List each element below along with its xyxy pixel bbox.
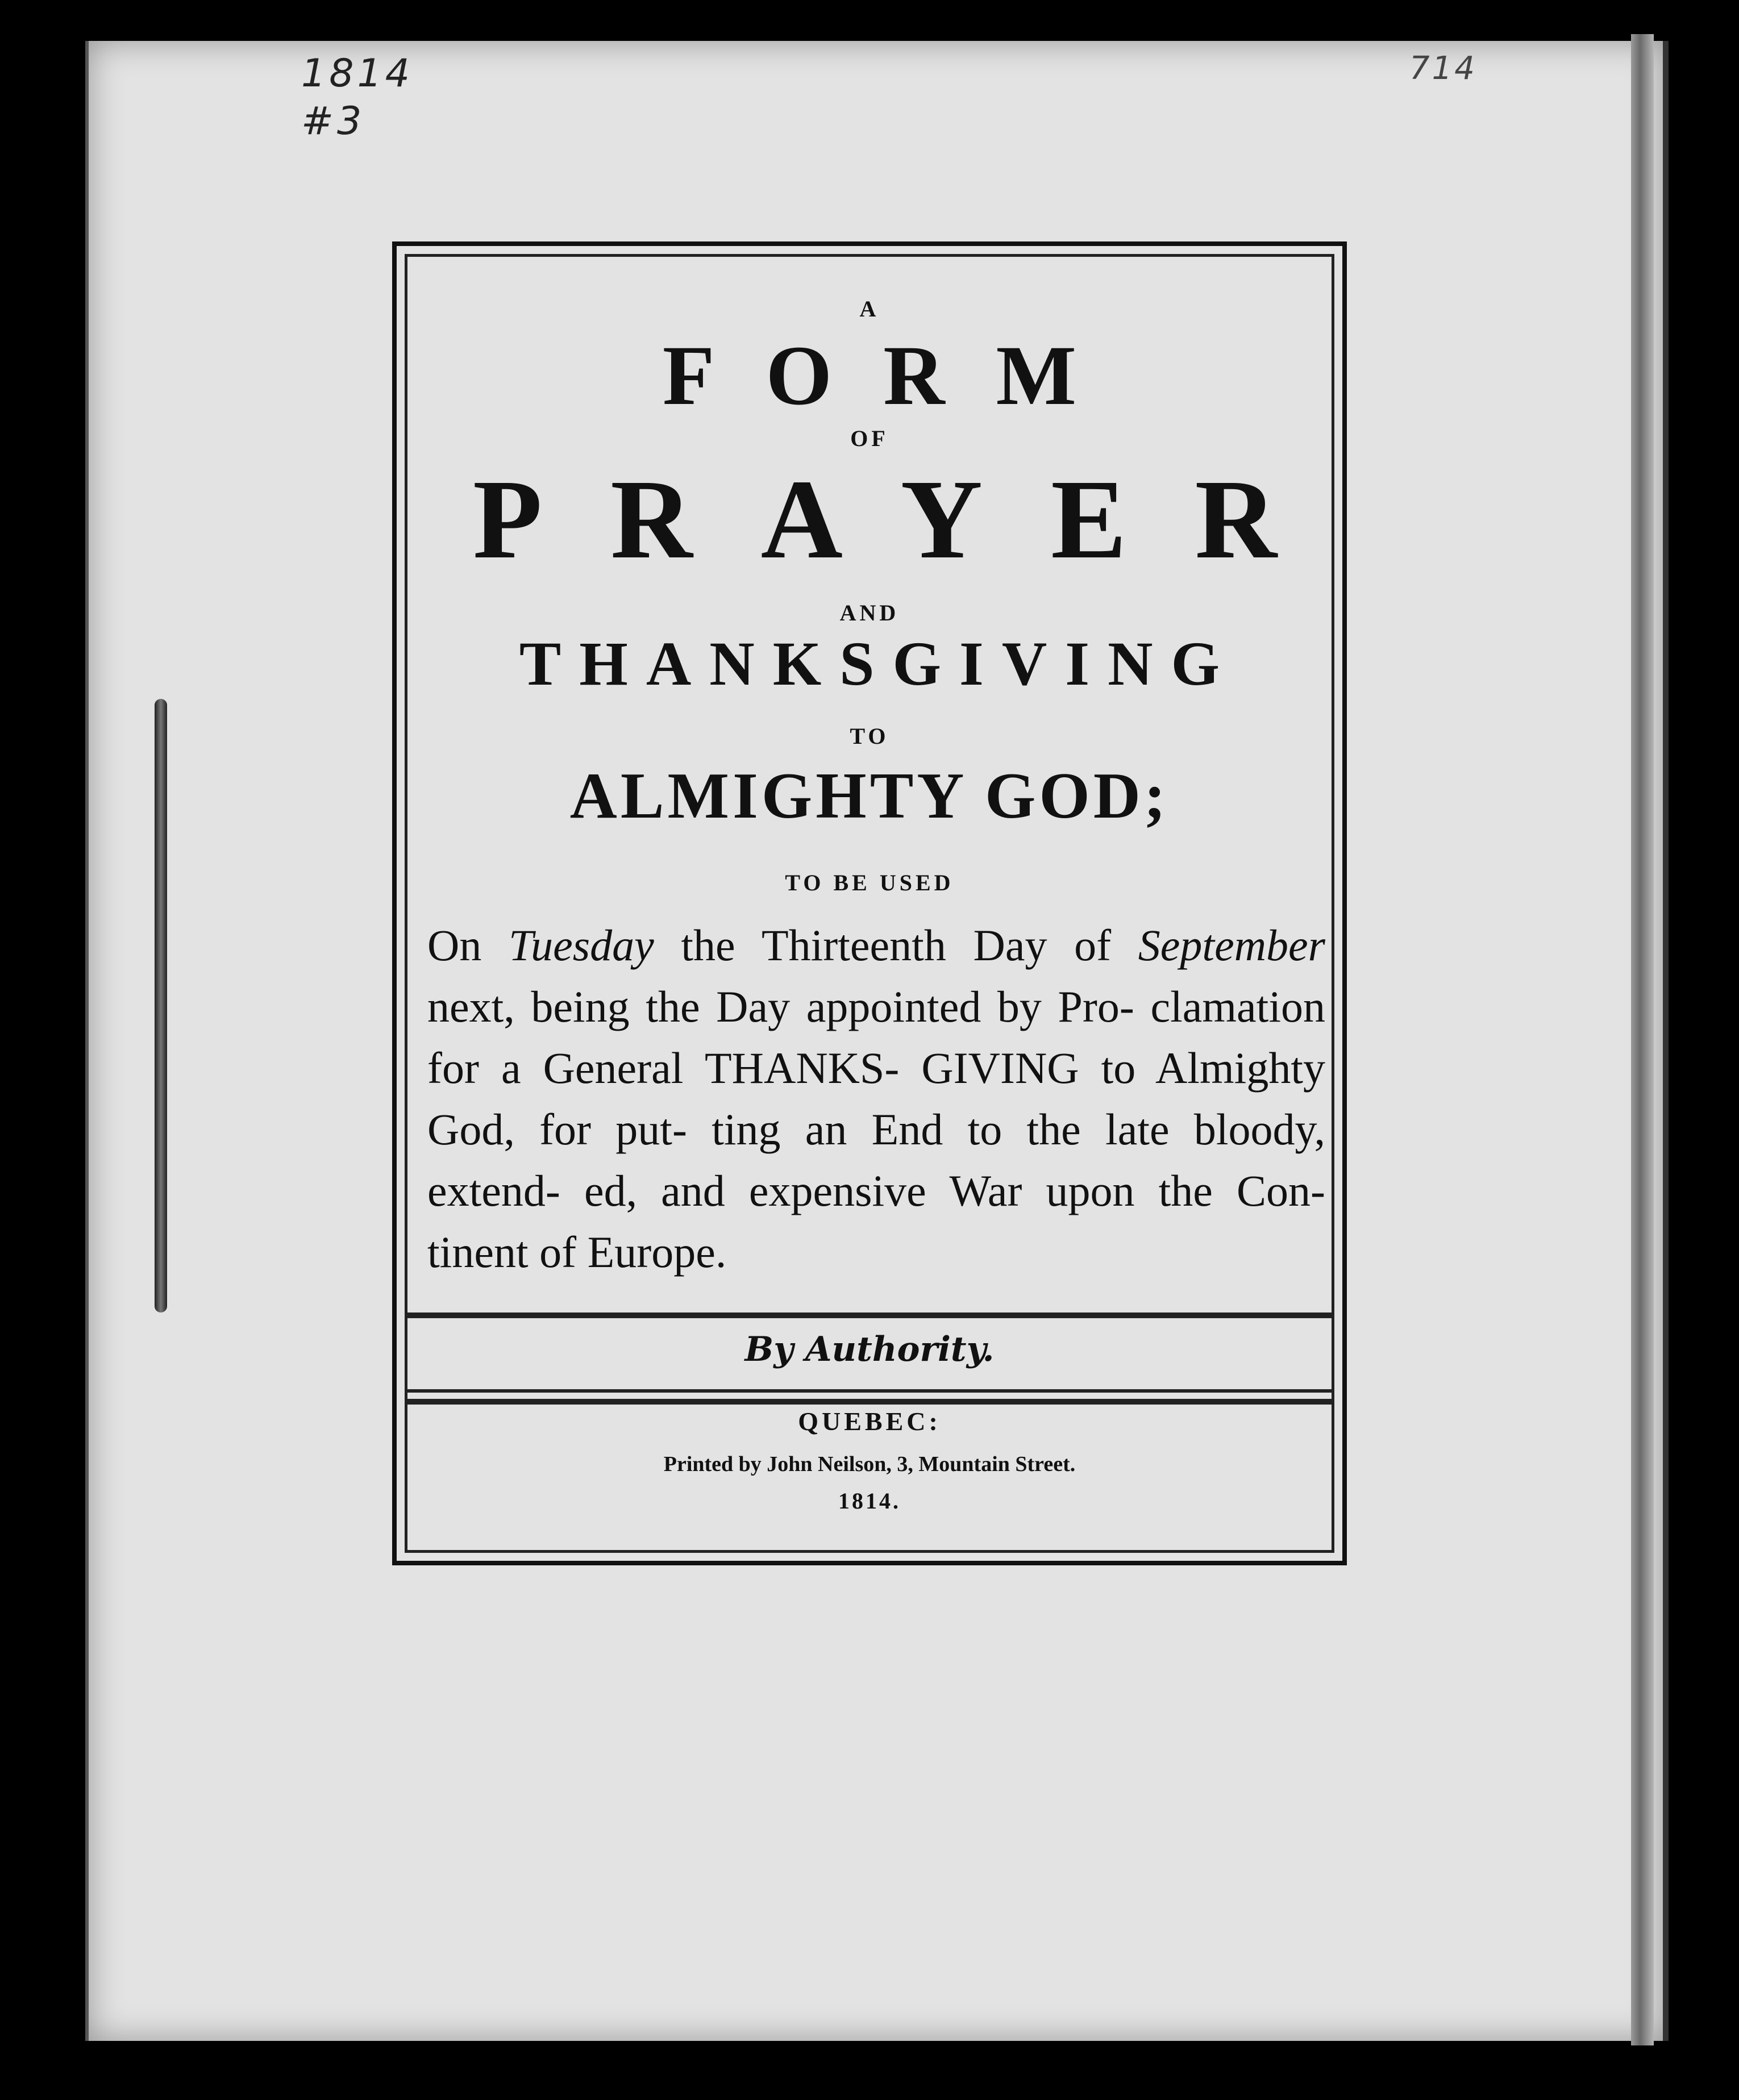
occasion-september: September [1138,920,1326,970]
occasion-rest: next, being the Day appointed by Pro- clamation for a General THANKS- GIVING to Almighty God, for put- ting an End to the late bloody, extend- ed, and expensive War upon the Con- tinent of Europe. [427,982,1325,1277]
title-of: OF [850,426,889,451]
manuscript-corner-note: 714 [1409,50,1477,87]
title-and: AND [839,600,900,626]
rule-lower [405,1399,1334,1405]
page-edge [1631,34,1654,2045]
title-to-be-used: TO BE USED [785,870,954,895]
by-authority: By Authority. [744,1330,995,1369]
occasion-date: the Thirteenth Day of [681,920,1112,970]
title-form: FORM [662,328,1128,423]
occasion-on: On [427,920,482,970]
title-thanksgiving: THANKSGIVING [519,629,1238,698]
imprint-printer: Printed by John Neilson, 3, Mountain Street. [663,1452,1076,1476]
title-a: A [859,296,880,322]
binding-stitch [155,699,167,1313]
imprint-place: QUEBEC: [798,1407,941,1436]
manuscript-note [301,50,413,145]
title-prayer: PRAYER [473,457,1345,582]
title-to: TO [850,723,889,749]
manuscript-number: #3 [301,99,365,144]
occasion-tuesday: Tuesday [509,920,654,970]
rule-middle [405,1389,1334,1393]
imprint-year: 1814. [838,1488,901,1514]
occasion-text [427,915,1325,1283]
title-almighty-god: ALMIGHTY GOD; [569,760,1170,832]
manuscript-year: 1814 [301,51,414,96]
rule-upper [405,1313,1334,1318]
